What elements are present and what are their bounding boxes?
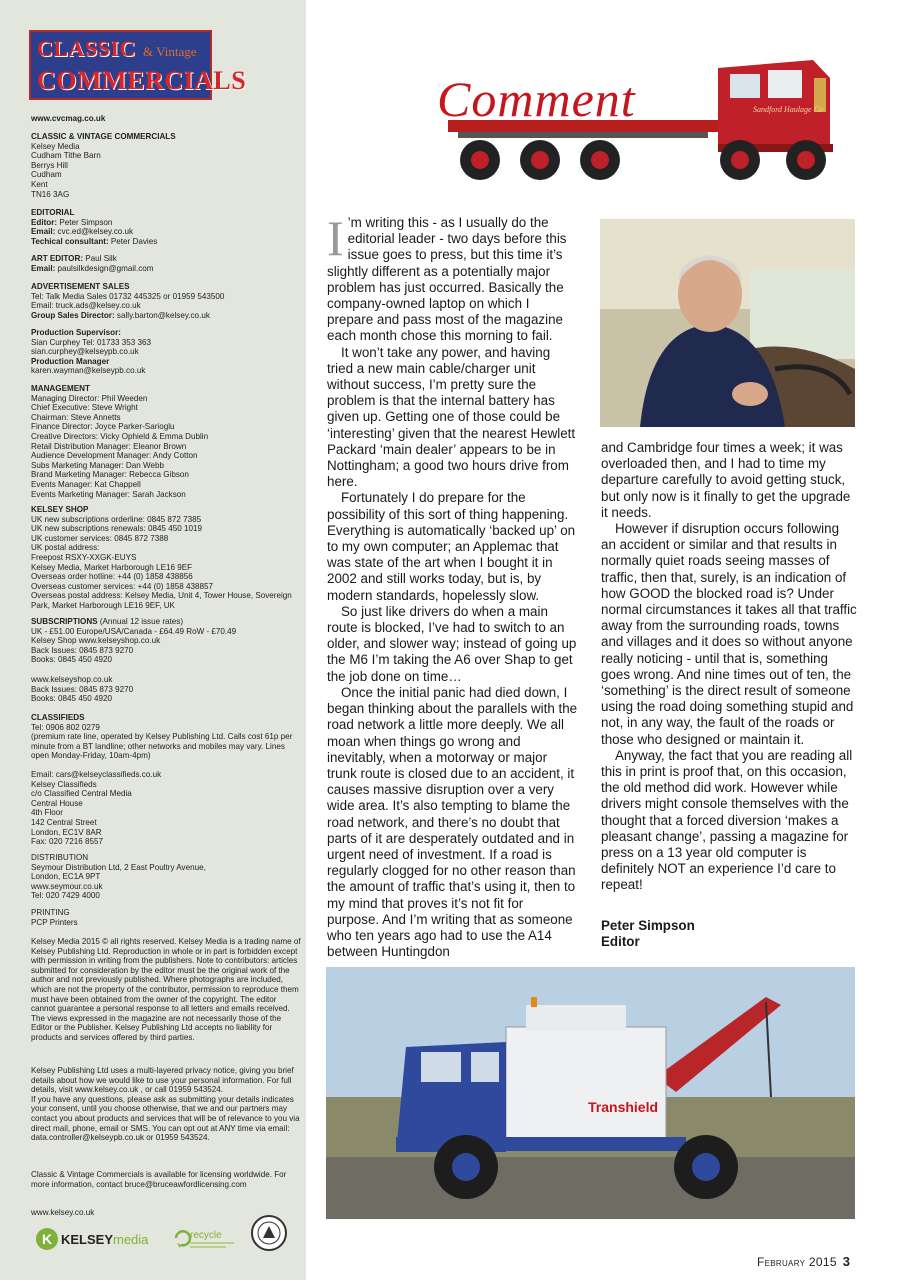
management-block: MANAGEMENT Managing Director: Phil Weeden Chief Executive: Steve Wright Chairman: Steve Annetts Finance Director: Joyce Parker-Sarioglu Creative Directors: Vicky Ophield & Emma Dublin Retail Distribution Manager: Eleanor Brown Audience Development Manager: Andy Cotton Subs Marketing Manager: Dan Webb Brand Marketing Manager: Rebecca Gibson Events Manager: Kat Chappell Events Marketing Manager: Sarah Jackson [31, 384, 209, 499]
logo-line-2: COMMERCIALS [37, 66, 247, 95]
address-title: CLASSIC & VINTAGE COMMERCIALS [31, 132, 176, 141]
truck-door-text: Sandford Haulage Co [753, 105, 823, 114]
logo-line-1: CLASSIC [37, 36, 136, 61]
recycle-logo [172, 1226, 238, 1252]
article-paragraph: It won’t take any power, and having tried a new main cable/charger unit without success, I’m pretty sure the problem is that the internal battery has given up. Getting one of those could be ‘interesting’ given that the nearest Hewlett Packard ‘main dealer’ appears to be in Nottingham; a good two hours drive from here. [327, 344, 576, 490]
svg-text:K: K [42, 1231, 53, 1247]
article-paragraph: Fortunately I do prepare for the possibility of this sort of thing happening. Everything is automatically ‘backed up’ on to my own computer; an Applemac that was state of the art when I bought it in 2002 and still works today, but is, by modern standards, hopelessly slow. [327, 490, 576, 603]
article-paragraph: I ’m writing this - as I usually do the editorial leader - two days before this issue goes to press, but this time it’s slightly different as a potentially major problem has just occurred. Basically the company-owned laptop on which I prepare and pass most of the magazine each month chose this morning to fail. [327, 210, 567, 344]
author-name: Peter Simpson [601, 918, 695, 933]
privacy-notice: Kelsey Publishing Ltd uses a multi-layered privacy notice, giving you brief details about how we would like to use your personal information. For full details, visit www.kelsey.co.uk , or call 01959 543524. If you have any questions, please ask as submitting your details indicates your consent, until you choose otherwise, that we and our partners may contact you about products and services that will be of relevance to you via direct mail, phone, email or SMS. You can opt out at ANY time via email: data.controller@kelseypb.co.uk or 01959 543524. [31, 1066, 300, 1143]
author-signature [601, 918, 695, 950]
printing-block: PRINTING PCP Printers [31, 908, 78, 927]
recycle-logo-text: recycle [190, 1230, 222, 1241]
classifieds-contact-block: Email: cars@kelseyclassifieds.co.uk Kelsey Classifieds c/o Classified Central Media Central House 4th Floor 142 Central Street London, EC1V 8AR Fax: 020 7216 8557 [31, 770, 162, 847]
production-block: Production Supervisor: Sian Curphey Tel: 01733 353 363 sian.curphey@kelseypb.co.uk Production Manager karen.wayman@kelseypb.co.uk [31, 328, 151, 376]
drop-cap: I [327, 210, 344, 266]
article-heading: Comment [437, 71, 636, 127]
editor-portrait-photo [600, 219, 855, 427]
article-column-1 [327, 210, 579, 960]
issue-date: February 2015 [757, 1255, 837, 1269]
classifieds-block: CLASSIFIEDS Tel: 0906 802 0279 (premium rate line, operated by Kelsey Publishing Ltd. Calls cost 61p per minute from a BT landline; other networks and mobiles may vary. Lines open Monday-Friday, 10am-4pm) [31, 713, 293, 761]
author-title: Editor [601, 934, 640, 949]
kelsey-logo-media: media [113, 1232, 149, 1247]
masthead-sidebar [0, 0, 306, 1280]
page-footer [757, 1254, 850, 1269]
article-paragraph: So just like drivers do when a main route is blocked, I’ve had to switch to an older, and slower way; instead of going up the M6 I’m taking the A6 over Shap to get the job done on time… [327, 603, 577, 684]
editor-email: cvc.ed@kelsey.co.uk [57, 227, 134, 237]
shop-contact-block: www.kelseyshop.co.uk Back Issues: 0845 873 9270 Books: 0845 450 4920 [31, 675, 134, 704]
article-column-2 [601, 440, 857, 894]
tow-truck-livery-text: Transhield [588, 1099, 659, 1115]
kelsey-website-link[interactable]: www.kelsey.co.uk [31, 1208, 95, 1217]
address-lines: Kelsey Media Cudham Tithe Barn Berrys Hill Cudham Kent TN16 3AG [31, 141, 101, 199]
licensing-notice: Classic & Vintage Commercials is available for licensing worldwide. For more information, contact bruce@bruceawfordlicensing.com [31, 1170, 287, 1189]
article-paragraph: However if disruption occurs following an accident or similar and that results in normally quiet roads seeing masses of traffic, then that, surely, is an indication of how GOOD the blocked road is? Under normal circumstances it takes all that traffic away from the surrounding roads, towns and villages and it does so without anyone really noticing - until that is, something goes wrong. And nine times out of ten, the ‘something’ is the direct result of someone using the road doing something stupid and not, in any way, the fault of the roads or those who designed or maintain it. [601, 521, 857, 747]
publisher-stamp-logo [250, 1214, 288, 1252]
article-paragraph: Once the initial panic had died down, I began thinking about the parallels with the road network a little more deeply. We all moan when things go wrong and inevitably, when a motorway or major trunk route is closed due to an accident, it causes massive disruption over a very wide area. It’s also tempting to blame the road network, and there’s no doubt that parts of it are desperately outdated and in urgent need of investment. If a road is regularly clogged for no other reason than the amount of traffic that’s using it, then to my mind that proves it’s not fit for purpose. And I’m writing that as someone who ten years ago had to use the A14 between Huntingdon [327, 684, 578, 960]
kelsey-logo-text: KELSEY [61, 1232, 114, 1247]
distribution-block: DISTRIBUTION Seymour Distribution Ltd, 2 East Poultry Avenue, London, EC1A 9PT www.seymour.co.uk Tel: 020 7429 4000 [31, 853, 206, 901]
magazine-logo [29, 30, 247, 100]
legal-notice: Kelsey Media 2015 © all rights reserved. Kelsey Media is a trading name of Kelsey Publishing Ltd. Reproduction in whole or in part is forbidden except with permission in writing from the publishers. Note to contributors: articles submitted for consideration by the editor must be the original work of the author and not previously published. Where photographs are included, which are not the property of the contributor, permission to reproduce them must have been obtained from the owner of the copyright. The editor cannot guarantee a personal response to all letters and emails received. The views expressed in the magazine are not necessarily those of the Editor or the Publisher. Kelsey Publishing Ltd accepts no liability for products and services offered by third parties. [31, 937, 301, 1042]
kelsey-media-logo [35, 1225, 155, 1253]
subscriptions-block: SUBSCRIPTIONS (Annual 12 issue rates) UK - £51.00 Europe/USA/Canada - £64.49 RoW - £70.49 Kelsey Shop www.kelseyshop.co.uk Back Issues: 0845 873 9270 Books: 0845 450 4920 [31, 617, 237, 665]
tow-truck-photo [326, 967, 855, 1219]
article-paragraph: and Cambridge four times a week; it was overloaded then, and I had to time my departure carefully to avoid getting stuck, but only now is it finally to get the upgrade it needs. [601, 440, 851, 520]
address-block [31, 132, 301, 199]
advertisement-block: ADVERTISEMENT SALES Tel: Talk Media Sales 01732 445325 or 01959 543500 Email: truck.ads@kelsey.co.uk Group Sales Director: sally.barton@kelsey.co.uk [31, 282, 225, 320]
page-number: 3 [842, 1254, 851, 1269]
shop-block: KELSEY SHOP UK new subscriptions orderline: 0845 872 7385 UK new subscriptions renewals: 0845 450 1019 UK customer services: 0845 872 7388 UK postal address: Freepost RSXY-XXGK-EUYS Kelsey Media, Market Harborough LE16 9EF Overseas order hotline: +44 (0) 1858 438856 Overseas customer services: +44 (0) 1858 438857 Overseas postal address: Kelsey Media, Unit 4, Tower House, Sovereign Park, Market Harborough LE16 9EF, UK [31, 505, 292, 610]
editorial-block: EDITORIAL Editor: Peter Simpson Email: cvc.ed@kelsey.co.uk Techical consultant: Peter Davies [31, 208, 158, 246]
website-link[interactable]: www.cvcmag.co.uk [31, 114, 106, 123]
logo-line-1-suffix: & Vintage [143, 44, 197, 59]
article-paragraph: Anyway, the fact that you are reading all this in print is proof that, on this occasion, the old method did work. However while drivers might console themselves with the thought that a forced diversion ‘makes a pleasant change’, passing a magazine for press on a 13 year old computer is definitely NOT an experience I’d care to repeat! [601, 747, 853, 893]
art-editor-block: ART EDITOR: Paul Silk Email: paulsilkdesign@gmail.com [31, 254, 154, 273]
